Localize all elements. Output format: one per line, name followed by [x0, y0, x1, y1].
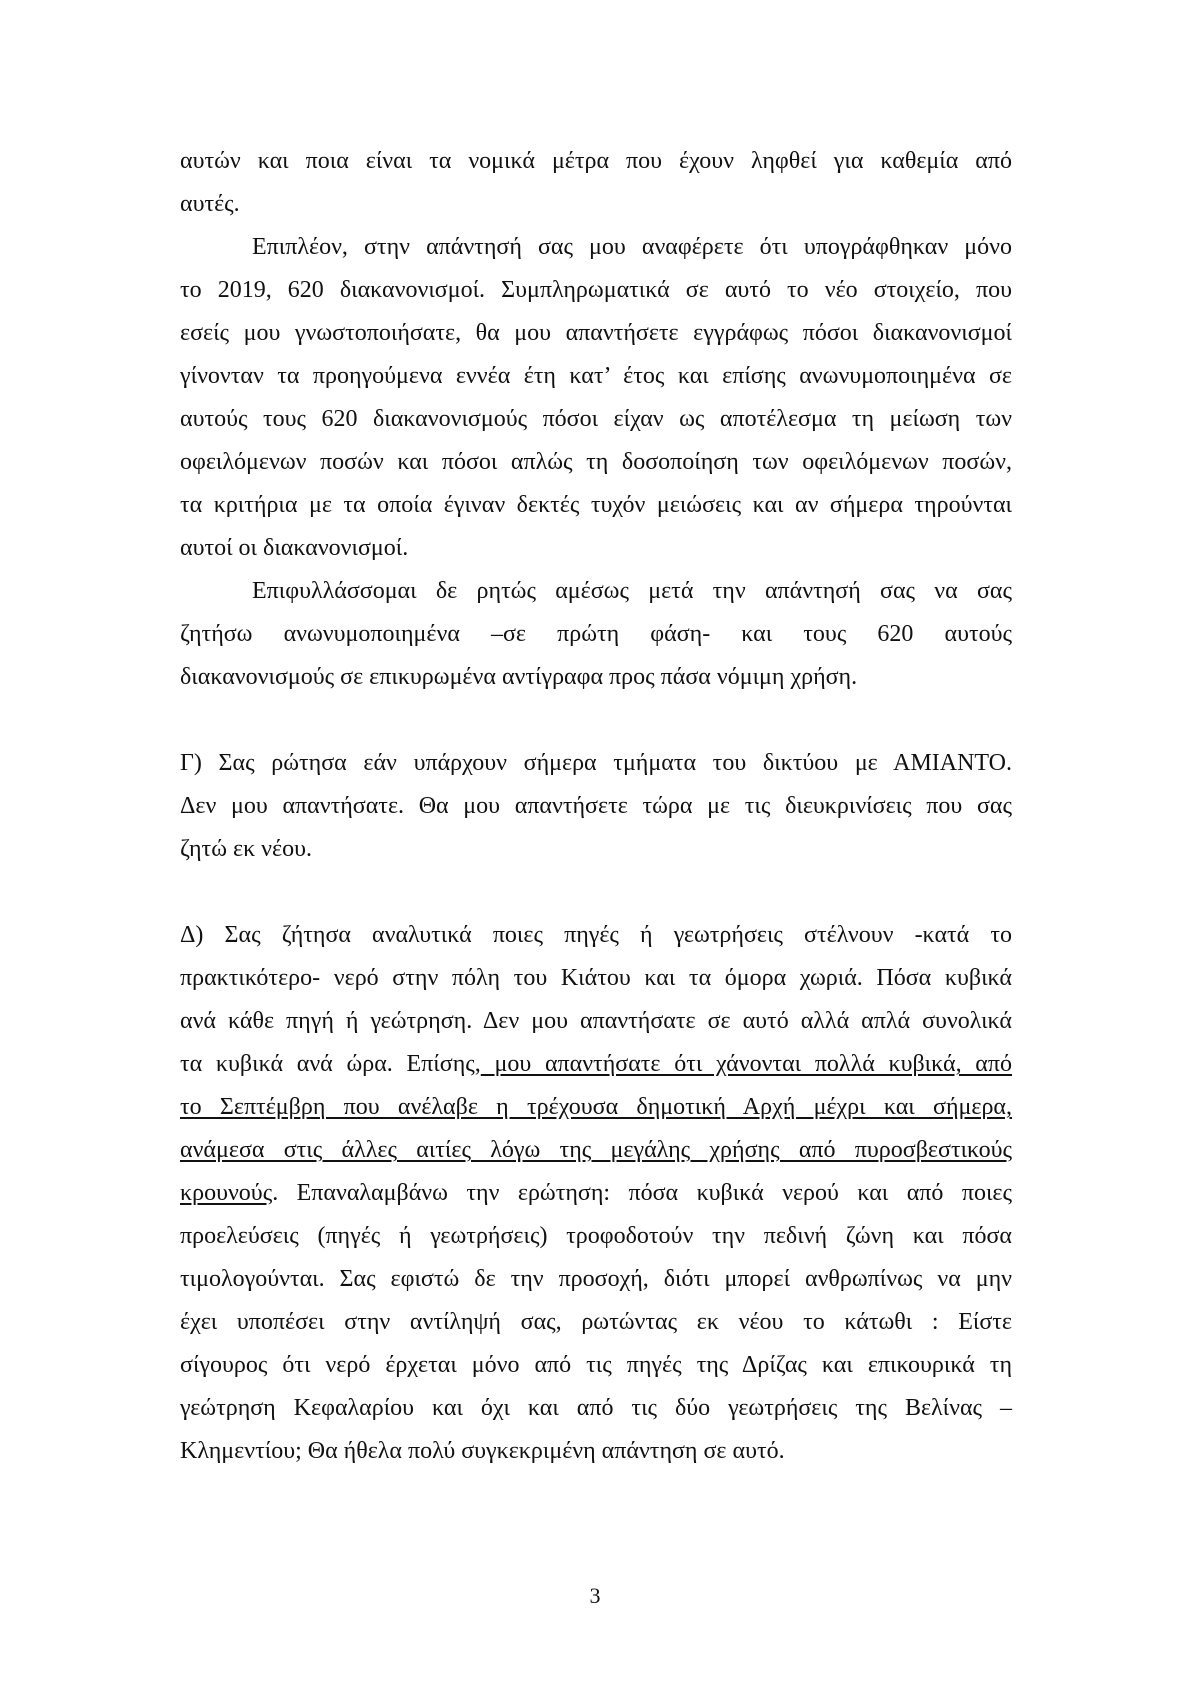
text-line-underlined — [180, 1086, 1012, 1129]
text-line: αυτών και ποια είναι τα νομικά μέτρα που έχουν ληφθεί για καθεμία από — [180, 148, 1012, 174]
text-line: οφειλόμενων ποσών και πόσοι απλώς τη δοσοποίηση των οφειλόμενων ποσών, — [180, 449, 1012, 475]
plain-text: τα κυβικά ανά ώρα. Επίσης, — [180, 1051, 481, 1077]
text-line-mixed — [180, 1172, 1012, 1215]
paragraph-gap — [180, 699, 1012, 742]
text-line: εσείς μου γνωστοποιήσατε, θα μου απαντήσετε εγγράφως πόσοι διακανονισμοί — [180, 320, 1012, 346]
document-page-body — [180, 140, 1012, 1473]
text-line: ανά κάθε πηγή ή γεώτρηση. Δεν μου απαντήσατε σε αυτό αλλά απλά συνολικά — [180, 1008, 1012, 1034]
underlined-text: το Σεπτέμβρη που ανέλαβε η τρέχουσα δημοτική Αρχή μέχρι και σήμερα, — [180, 1094, 1012, 1120]
underlined-text: ανάμεσα στις άλλες αιτίες λόγω της μεγάλης χρήσης από πυροσβεστικούς — [180, 1137, 1012, 1163]
text-line: ζητώ εκ νέου. — [180, 836, 312, 862]
text-line: τα κριτήρια με τα οποία έγιναν δεκτές τυχόν μειώσεις και αν σήμερα τηρούνται — [180, 492, 1012, 518]
underlined-text: κρουνούς — [180, 1180, 273, 1206]
text-line: τιμολογούνται. Σας εφιστώ δε την προσοχή, διότι μπορεί ανθρωπίνως να μην — [180, 1266, 1012, 1292]
text-line: Δεν μου απαντήσατε. Θα μου απαντήσετε τώρα με τις διευκρινίσεις που σας — [180, 793, 1012, 819]
text-line: αυτοί οι διακανονισμοί. — [180, 535, 409, 561]
section-d-line: Δ) Σας ζήτησα αναλυτικά ποιες πηγές ή γεωτρήσεις στέλνουν -κατά το — [180, 922, 1012, 948]
text-line: Επιπλέον, στην απάντησή σας μου αναφέρετε ότι υπογράφθηκαν μόνο — [252, 234, 1012, 260]
text-line: το 2019, 620 διακανονισμοί. Συμπληρωματικά σε αυτό το νέο στοιχείο, που — [180, 277, 1012, 303]
text-line: γίνονταν τα προηγούμενα εννέα έτη κατ’ έτος και επίσης ανωνυμοποιημένα σε — [180, 363, 1012, 389]
text-line: αυτές. — [180, 191, 240, 217]
text-line: έχει υποπέσει στην αντίληψή σας, ρωτώντας εκ νέου το κάτωθι : Είστε — [180, 1309, 1012, 1335]
text-line-underlined — [180, 1129, 1012, 1172]
text-line: πρακτικότερο- νερό στην πόλη του Κιάτου και τα όμορα χωριά. Πόσα κυβικά — [180, 965, 1012, 991]
underlined-text: μου απαντήσατε ότι χάνονται πολλά κυβικά, από — [480, 1051, 1013, 1077]
text-line-mixed — [180, 1043, 1012, 1086]
text-line: γεώτρηση Κεφαλαρίου και όχι και από τις δύο γεωτρήσεις της Βελίνας – — [180, 1395, 1012, 1421]
section-g-line: Γ) Σας ρώτησα εάν υπάρχουν σήμερα τμήματα του δικτύου με ΑΜΙΑΝΤΟ. — [180, 750, 1012, 776]
paragraph-gap — [180, 871, 1012, 914]
text-line: προελεύσεις (πηγές ή γεωτρήσεις) τροφοδοτούν την πεδινή ζώνη και πόσα — [180, 1223, 1012, 1249]
text-line: Κλημεντίου; Θα ήθελα πολύ συγκεκριμένη απάντηση σε αυτό. — [180, 1438, 785, 1464]
text-line: Επιφυλλάσσομαι δε ρητώς αμέσως μετά την απάντησή σας να σας — [252, 578, 1012, 604]
text-line: διακανονισμούς σε επικυρωμένα αντίγραφα προς πάσα νόμιμη χρήση. — [180, 664, 858, 690]
text-line: αυτούς τους 620 διακανονισμούς πόσοι είχαν ως αποτέλεσμα τη μείωση των — [180, 406, 1012, 432]
text-line: σίγουρος ότι νερό έρχεται μόνο από τις πηγές της Δρίζας και επικουρικά τη — [180, 1352, 1012, 1378]
text-line: ζητήσω ανωνυμοποιημένα –σε πρώτη φάση- και τους 620 αυτούς — [180, 621, 1012, 647]
page-number: 3 — [589, 1583, 601, 1608]
plain-text: . Επαναλαμβάνω την ερώτηση: πόσα κυβικά νερού και από ποιες — [272, 1180, 1012, 1206]
